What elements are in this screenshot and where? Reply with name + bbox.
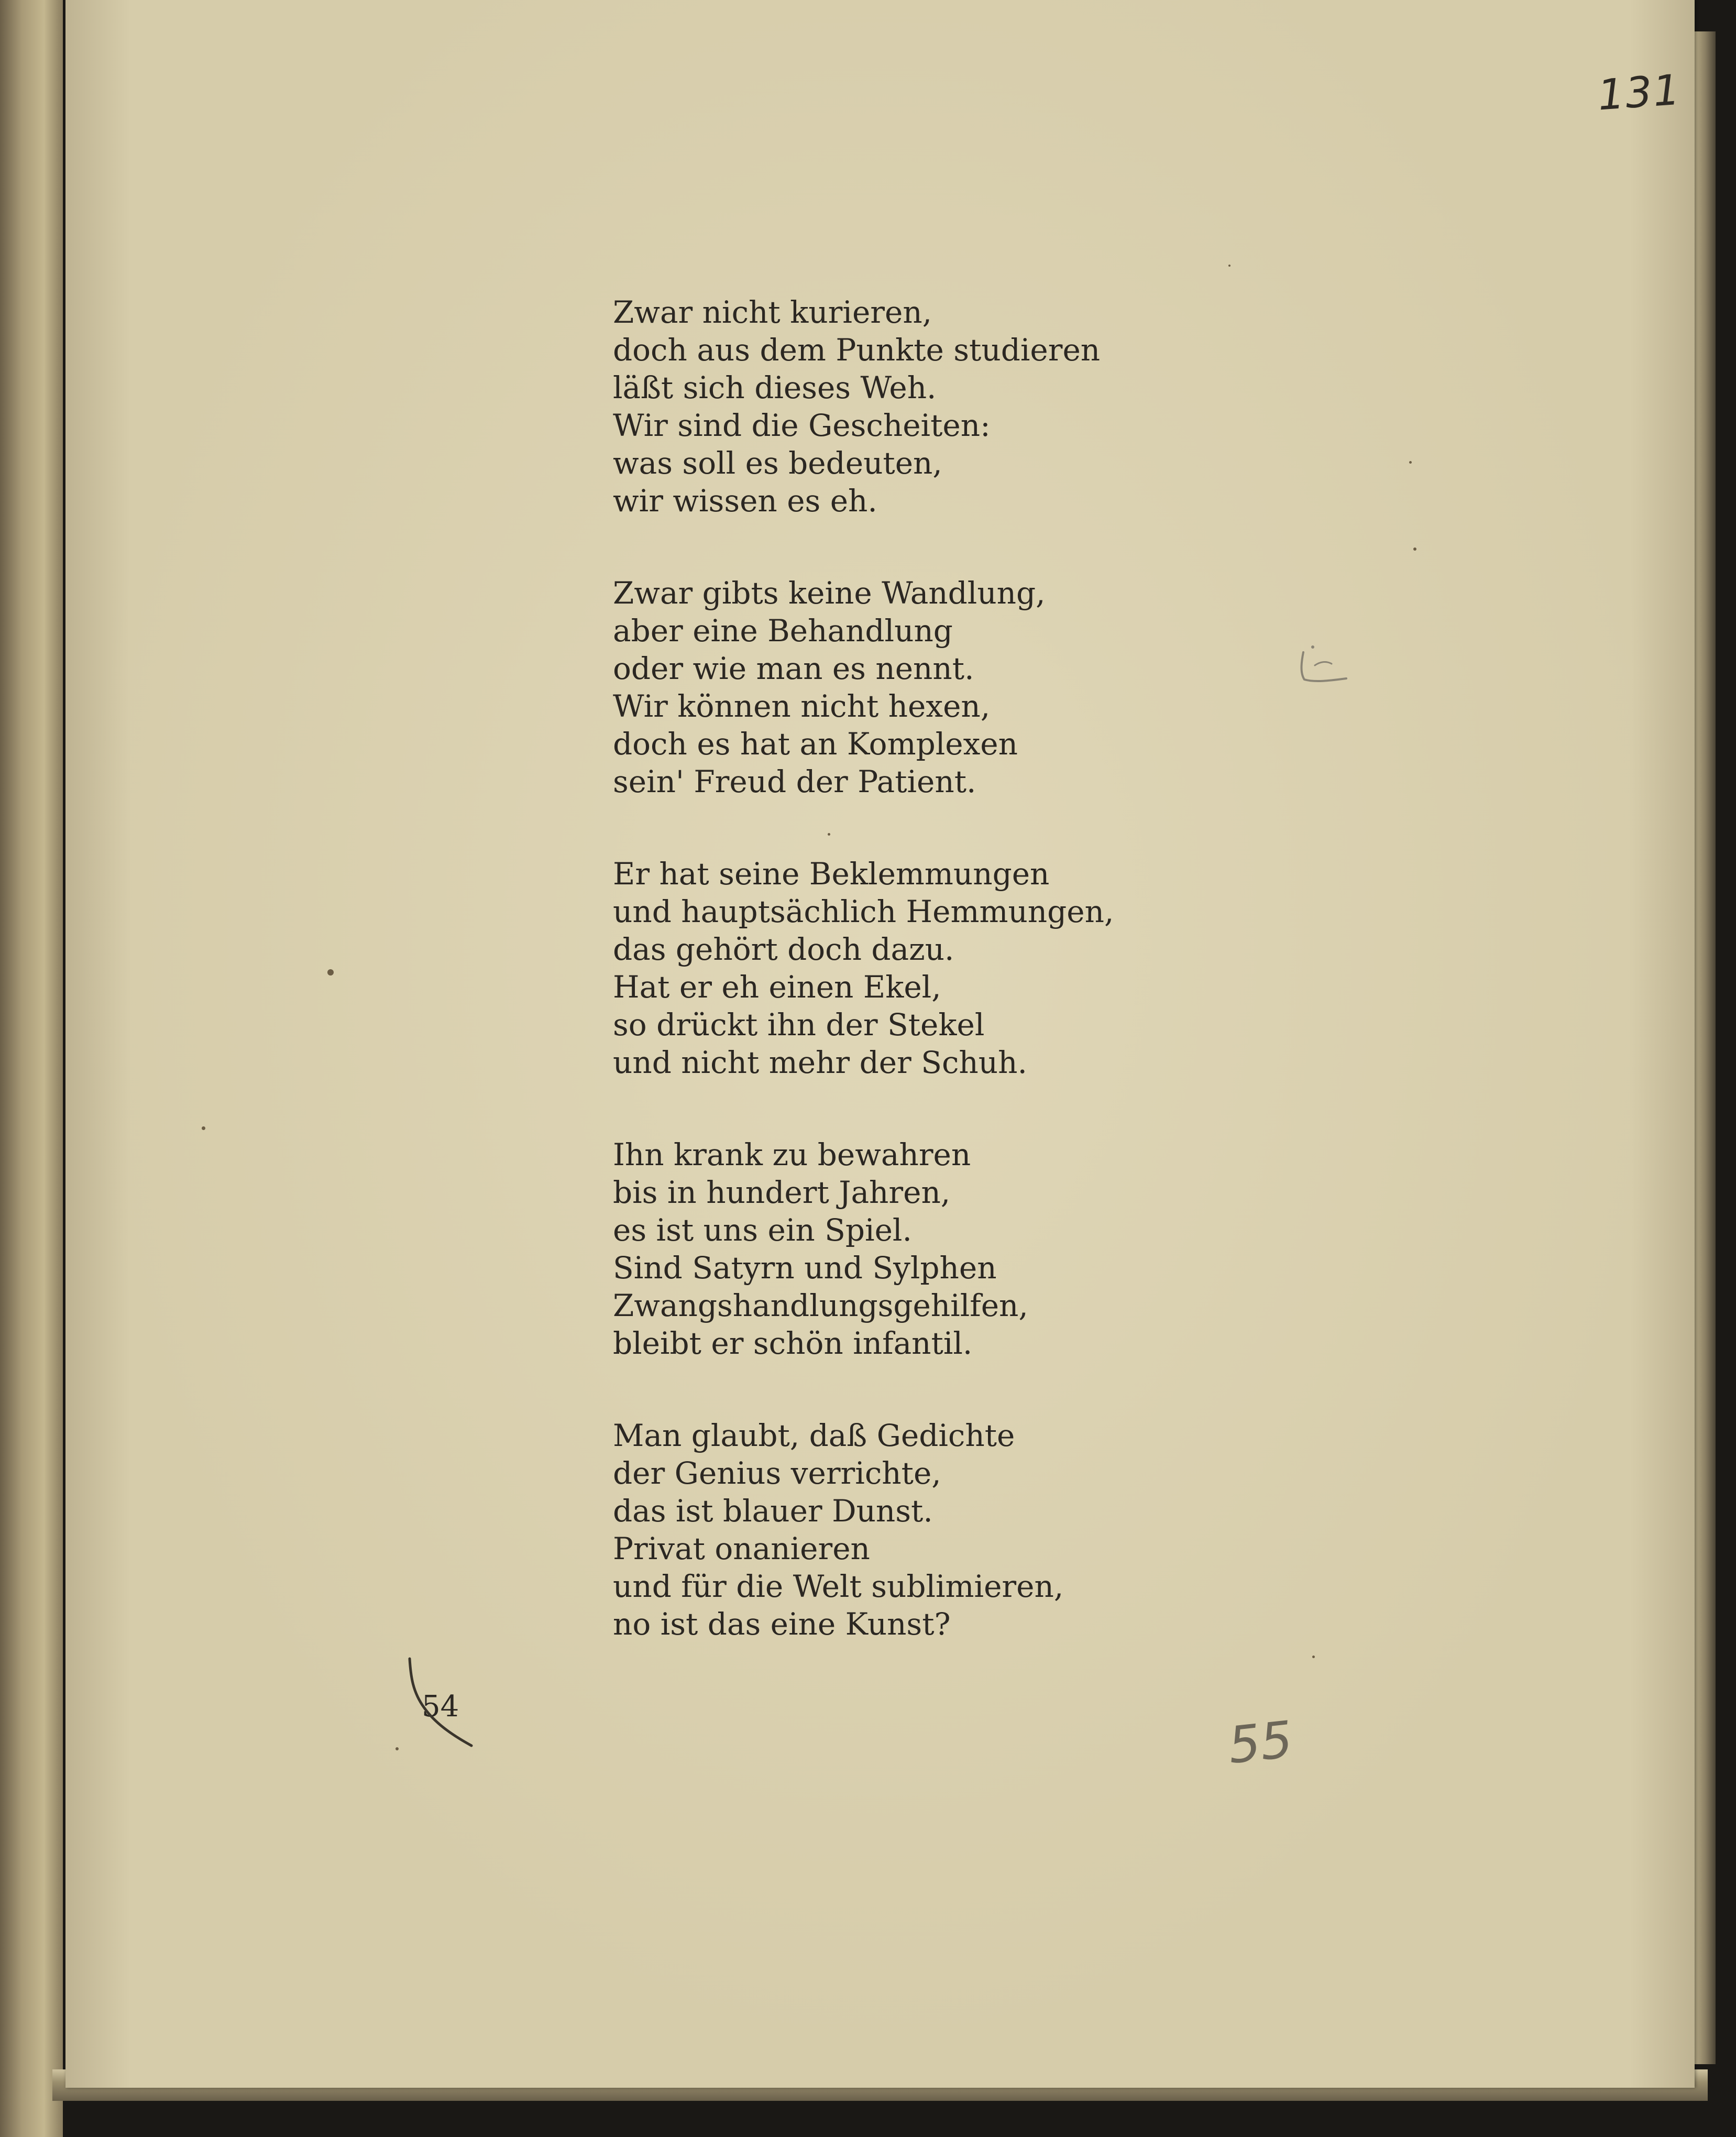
stanza-3 (613, 855, 1189, 1081)
printed-page-number: 54 (422, 1690, 459, 1724)
poem-line: wir wissen es eh. (613, 483, 877, 519)
poem-line: Zwar gibts keine Wandlung, (613, 575, 1046, 611)
poem-line: doch es hat an Komplexen (613, 726, 1018, 762)
pencil-scribble-mark (1294, 637, 1357, 689)
poem-line: Man glaubt, daß Gedichte (613, 1418, 1015, 1453)
poem-line: so drückt ihn der Stekel (613, 1007, 985, 1043)
poem-line: bis in hundert Jahren, (613, 1175, 951, 1210)
poem-line: und hauptsächlich Hemmungen, (613, 894, 1114, 929)
poem-line: und nicht mehr der Schuh. (613, 1045, 1027, 1080)
book-gutter-edge (0, 0, 63, 2137)
poem-line: das ist blauer Dunst. (613, 1493, 933, 1529)
pencil-page-number: 55 (1225, 1709, 1295, 1776)
poem (613, 293, 1189, 1697)
poem-line: läßt sich dieses Weh. (613, 370, 937, 406)
poem-line: das gehört doch dazu. (613, 931, 954, 967)
poem-line: der Genius verrichte, (613, 1455, 941, 1491)
pencil-strike-mark (403, 1656, 487, 1750)
poem-line: Er hat seine Beklemmungen (613, 856, 1050, 892)
pencil-folio-number: 131 (1596, 65, 1683, 120)
poem-line: no ist das eine Kunst? (613, 1606, 951, 1642)
poem-line: Privat onanieren (613, 1531, 870, 1566)
stanza-1 (613, 293, 1189, 520)
poem-line: Zwar nicht kurieren, (613, 294, 932, 330)
page-stack-edge-right (1695, 31, 1716, 2064)
poem-line: Wir sind die Gescheiten: (613, 408, 991, 443)
poem-line: bleibt er schön infantil. (613, 1325, 973, 1361)
stanza-2 (613, 574, 1189, 801)
stanza-5 (613, 1417, 1189, 1643)
poem-line: doch aus dem Punkte studieren (613, 332, 1101, 368)
stanza-4 (613, 1136, 1189, 1362)
poem-line: was soll es bedeuten, (613, 445, 942, 481)
poem-line: aber eine Behandlung (613, 613, 953, 649)
poem-line: oder wie man es nennt. (613, 651, 974, 686)
poem-line: sein' Freud der Patient. (613, 764, 976, 799)
poem-line: Hat er eh einen Ekel, (613, 969, 941, 1005)
poem-line: Ihn krank zu bewahren (613, 1137, 971, 1172)
poem-line: Zwangshandlungsgehilfen, (613, 1288, 1028, 1323)
poem-line: und für die Welt sublimieren, (613, 1569, 1064, 1604)
poem-line: Wir können nicht hexen, (613, 688, 991, 724)
poem-line: es ist uns ein Spiel. (613, 1212, 912, 1248)
poem-line: Sind Satyrn und Sylphen (613, 1250, 997, 1286)
